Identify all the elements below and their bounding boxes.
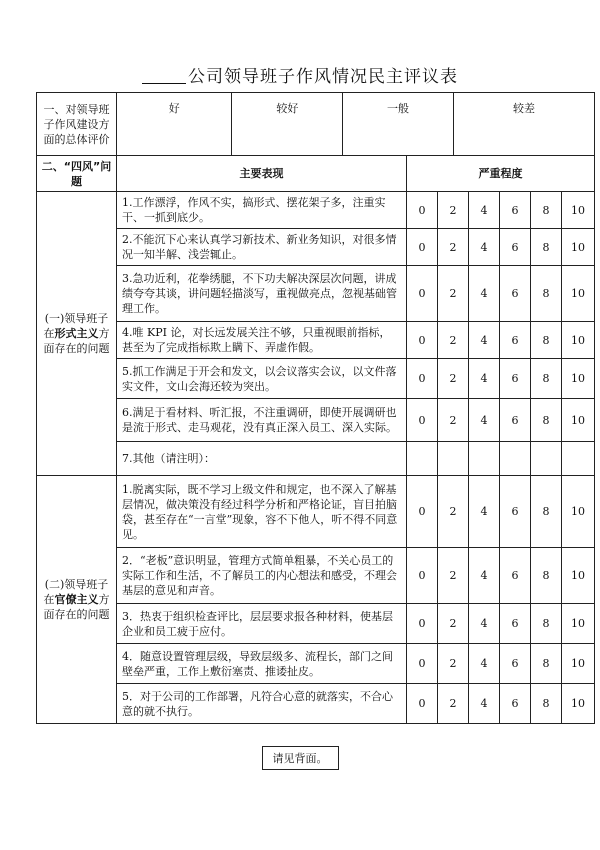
table-row	[37, 684, 595, 724]
table-row	[37, 442, 595, 476]
score-10[interactable]: 10	[562, 192, 595, 229]
score-8[interactable]: 8	[531, 359, 562, 399]
score-2[interactable]: 2	[438, 476, 469, 548]
item-text: 5．对于公司的工作部署，凡符合心意的就落实，不合心意的就不执行。	[117, 684, 407, 724]
score-10[interactable]: 10	[562, 266, 595, 322]
score-6[interactable]: 6	[500, 322, 531, 359]
score-4[interactable]: 4	[469, 604, 500, 644]
score-2[interactable]: 2	[438, 266, 469, 322]
score-8[interactable]: 8	[531, 548, 562, 604]
severity-header: 严重程度	[407, 156, 595, 192]
item-text: 4.唯 KPI 论，对长远发展关注不够，只重视眼前指标，甚至为了完成指标欺上瞒下、弄虚作假。	[117, 322, 407, 359]
score-8[interactable]: 8	[531, 399, 562, 442]
table-row	[37, 604, 595, 644]
score-0[interactable]: 0	[407, 604, 438, 644]
score-8[interactable]: 8	[531, 644, 562, 684]
score-empty[interactable]	[500, 442, 531, 476]
four-winds-label: 二、“四风”问题	[37, 156, 117, 192]
score-8[interactable]: 8	[531, 266, 562, 322]
score-6[interactable]: 6	[500, 192, 531, 229]
score-0[interactable]: 0	[407, 684, 438, 724]
score-0[interactable]: 0	[407, 644, 438, 684]
score-empty[interactable]	[469, 442, 500, 476]
score-8[interactable]: 8	[531, 192, 562, 229]
score-0[interactable]: 0	[407, 399, 438, 442]
score-6[interactable]: 6	[500, 359, 531, 399]
score-10[interactable]: 10	[562, 684, 595, 724]
see-reverse-note: 请见背面。	[262, 746, 339, 770]
score-6[interactable]: 6	[500, 266, 531, 322]
score-2[interactable]: 2	[438, 644, 469, 684]
score-4[interactable]: 4	[469, 548, 500, 604]
score-0[interactable]: 0	[407, 359, 438, 399]
item-other-text[interactable]: 7.其他（请注明）：	[117, 442, 407, 476]
table-row	[37, 399, 595, 442]
score-10[interactable]: 10	[562, 548, 595, 604]
score-8[interactable]: 8	[531, 684, 562, 724]
option-good[interactable]: 好	[117, 93, 232, 155]
score-6[interactable]: 6	[500, 548, 531, 604]
main-manifestation-header: 主要表现	[117, 156, 407, 192]
item-text: 3．热衷于组织检查评比，层层要求报各种材料，使基层企业和员工疲于应付。	[117, 604, 407, 644]
table-row	[37, 229, 595, 266]
score-4[interactable]: 4	[469, 229, 500, 266]
score-0[interactable]: 0	[407, 476, 438, 548]
score-6[interactable]: 6	[500, 476, 531, 548]
table-row	[37, 266, 595, 322]
score-0[interactable]: 0	[407, 266, 438, 322]
score-6[interactable]: 6	[500, 399, 531, 442]
footer-note	[0, 746, 600, 770]
option-average[interactable]: 一般	[343, 93, 454, 155]
score-empty[interactable]	[438, 442, 469, 476]
score-4[interactable]: 4	[469, 476, 500, 548]
score-10[interactable]: 10	[562, 476, 595, 548]
company-name-blank[interactable]	[142, 69, 186, 84]
score-0[interactable]: 0	[407, 192, 438, 229]
item-text: 5.抓工作满足于开会和发文，以会议落实会议，以文件落实文件，文山会海还较为突出。	[117, 359, 407, 399]
evaluation-table	[36, 92, 595, 724]
score-6[interactable]: 6	[500, 604, 531, 644]
score-0[interactable]: 0	[407, 229, 438, 266]
score-2[interactable]: 2	[438, 399, 469, 442]
score-2[interactable]: 2	[438, 359, 469, 399]
option-poor[interactable]: 较差	[512, 102, 535, 115]
score-6[interactable]: 6	[500, 644, 531, 684]
score-8[interactable]: 8	[531, 322, 562, 359]
score-2[interactable]: 2	[438, 684, 469, 724]
score-2[interactable]: 2	[438, 229, 469, 266]
score-2[interactable]: 2	[438, 322, 469, 359]
score-10[interactable]: 10	[562, 399, 595, 442]
category-bureaucratism: (二)领导班子在官僚主义方面存在的问题	[37, 476, 117, 724]
score-10[interactable]: 10	[562, 644, 595, 684]
score-4[interactable]: 4	[469, 266, 500, 322]
item-text: 1.工作漂浮，作风不实，搞形式、摆花架子多，注重实干、一抓到底少。	[117, 192, 407, 229]
table-row	[37, 359, 595, 399]
category-formalism: (一)领导班子在形式主义方面存在的问题	[37, 192, 117, 476]
score-4[interactable]: 4	[469, 359, 500, 399]
item-text: 6.满足于看材料、听汇报，不注重调研，即使开展调研也是流于形式、走马观花，没有真正深入员工、深入实际。	[117, 399, 407, 442]
score-2[interactable]: 2	[438, 604, 469, 644]
score-empty[interactable]	[531, 442, 562, 476]
table-row	[37, 644, 595, 684]
score-8[interactable]: 8	[531, 604, 562, 644]
page-title: 公司领导班子作风情况民主评议表	[0, 62, 600, 87]
score-4[interactable]: 4	[469, 644, 500, 684]
table-row	[37, 192, 595, 229]
item-text: 2．“老板”意识明显，管理方式简单粗暴，不关心员工的实际工作和生活，不了解员工的内心想法和感受，不理会基层的意见和声音。	[117, 548, 407, 604]
overall-options	[117, 93, 594, 155]
score-10[interactable]: 10	[562, 322, 595, 359]
section-header-row	[37, 156, 595, 192]
overall-row	[37, 93, 595, 156]
score-2[interactable]: 2	[438, 548, 469, 604]
item-text: 3.急功近利，花拳绣腿，不下功夫解决深层次问题，讲成绩夸夸其谈，讲问题轻描淡写，重视做亮点，忽视基础管理工作。	[117, 266, 407, 322]
score-10[interactable]: 10	[562, 229, 595, 266]
table-row	[37, 476, 595, 548]
item-text: 2.不能沉下心来认真学习新技术、新业务知识，对很多情况一知半解、浅尝辄止。	[117, 229, 407, 266]
score-10[interactable]: 10	[562, 604, 595, 644]
option-fairly-good[interactable]: 较好	[232, 93, 343, 155]
score-4[interactable]: 4	[469, 192, 500, 229]
score-8[interactable]: 8	[531, 476, 562, 548]
score-0[interactable]: 0	[407, 548, 438, 604]
score-4[interactable]: 4	[469, 399, 500, 442]
score-4[interactable]: 4	[469, 322, 500, 359]
score-8[interactable]: 8	[531, 229, 562, 266]
table-row	[37, 322, 595, 359]
item-text: 4．随意设置管理层级，导致层级多、流程长，部门之间壁垒严重，工作上敷衍塞责、推诿扯皮。	[117, 644, 407, 684]
overall-label: 一、对领导班子作风建设方面的总体评价	[37, 93, 117, 156]
score-empty[interactable]	[562, 442, 595, 476]
score-empty[interactable]	[407, 442, 438, 476]
score-6[interactable]: 6	[500, 229, 531, 266]
table-row	[37, 548, 595, 604]
score-10[interactable]: 10	[562, 359, 595, 399]
score-4[interactable]: 4	[469, 684, 500, 724]
score-0[interactable]: 0	[407, 322, 438, 359]
score-6[interactable]: 6	[500, 684, 531, 724]
score-2[interactable]: 2	[438, 192, 469, 229]
item-text: 1.脱离实际，既不学习上级文件和规定，也不深入了解基层情况，做决策没有经过科学分析和严格论证，盲目拍脑袋，甚至存在“一言堂”现象，容不下他人，听不得不同意见。	[117, 476, 407, 548]
